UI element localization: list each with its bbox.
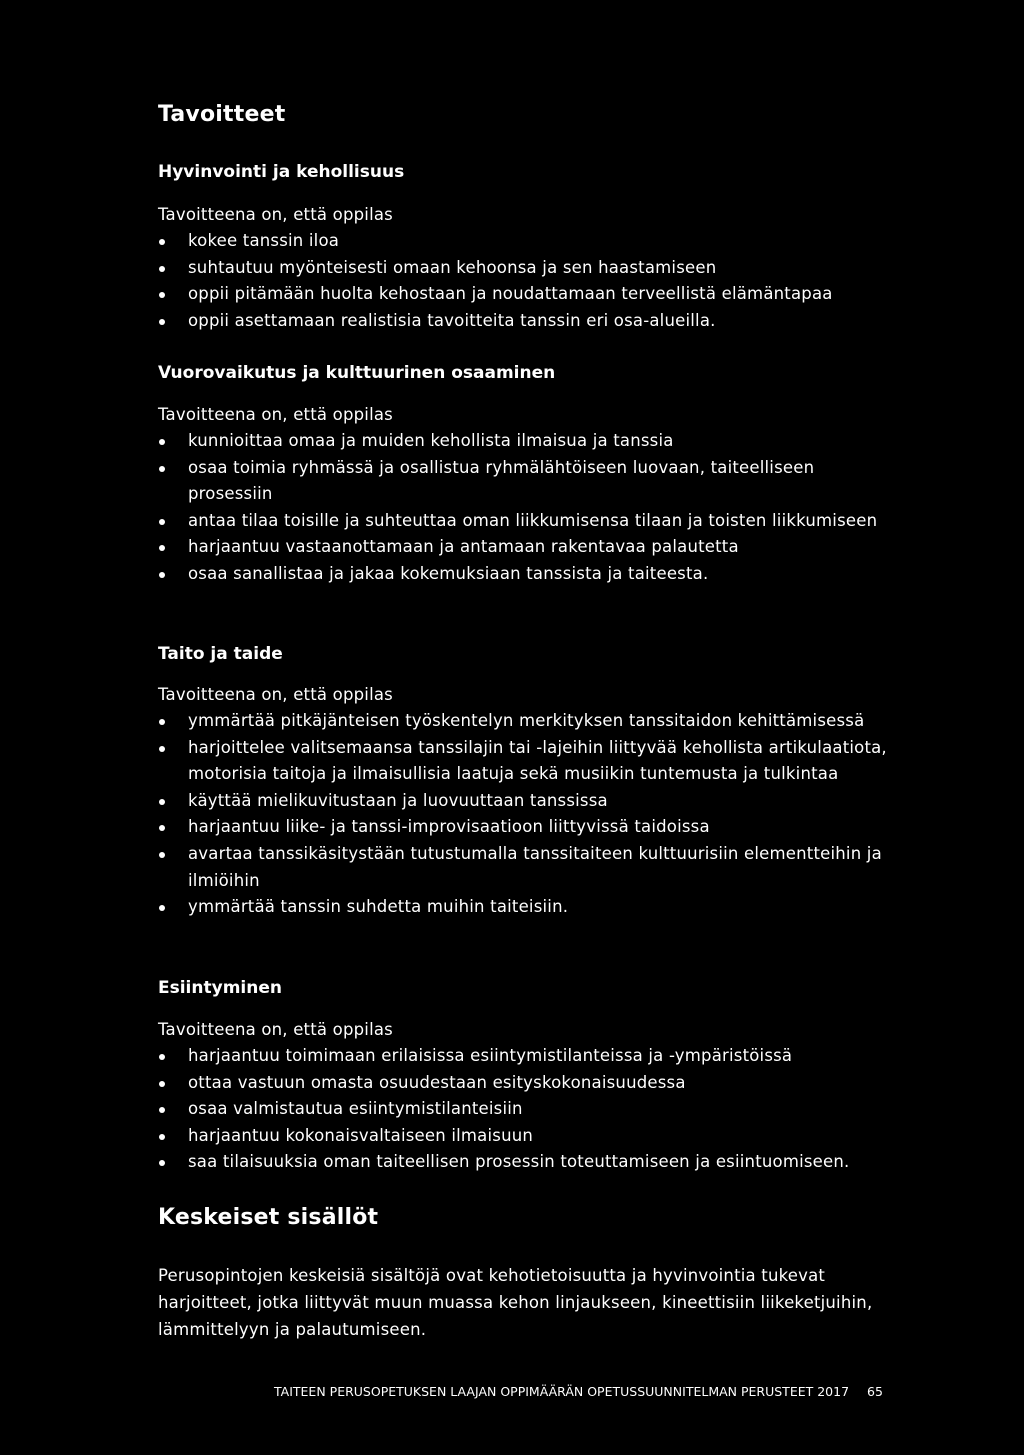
footer-title: TAITEEN PERUSOPETUKSEN LAAJAN OPPIMÄÄRÄN OPETUSSUUNNITELMAN PERUSTEET 2017 — [274, 1384, 850, 1399]
list-item: oppii asettamaan realistisia tavoitteita tanssin eri osa-alueilla. — [158, 308, 898, 335]
list-item: ymmärtää tanssin suhdetta muihin taiteisiin. — [158, 894, 898, 921]
list-item: oppii pitämään huolta kehostaan ja noudattamaan terveellistä elämäntapaa — [158, 281, 898, 308]
list-item: osaa sanallistaa ja jakaa kokemuksiaan tanssista ja taiteesta. — [158, 561, 898, 588]
list-item: harjoittelee valitsemaansa tanssilajin tai -lajeihin liittyvää kehollista artikulaatiota, motorisia taitoja ja ilmaisullisia laatuja sekä musiikin tuntemusta ja tulkintaa — [158, 735, 898, 788]
goal-list-esiintyminen — [158, 1043, 898, 1176]
section-heading-hyvinvointi: Hyvinvointi ja kehollisuus — [158, 162, 405, 182]
page-number: 65 — [867, 1384, 883, 1399]
section-intro: Tavoitteena on, että oppilas — [158, 205, 393, 224]
list-item: käyttää mielikuvitustaan ja luovuuttaan tanssissa — [158, 788, 898, 815]
goal-list-vuorovaikutus — [158, 428, 898, 588]
list-item: saa tilaisuuksia oman taiteellisen prosessin toteuttamiseen ja esiintuomiseen. — [158, 1149, 898, 1176]
section-intro: Tavoitteena on, että oppilas — [158, 405, 393, 424]
list-item: osaa valmistautua esiintymistilanteisiin — [158, 1096, 898, 1123]
contents-heading: Keskeiset sisällöt — [158, 1205, 379, 1230]
list-item: harjaantuu toimimaan erilaisissa esiintymistilanteissa ja -ympäristöissä — [158, 1043, 898, 1070]
section-heading-vuorovaikutus: Vuorovaikutus ja kulttuurinen osaaminen — [158, 363, 556, 383]
section-intro: Tavoitteena on, että oppilas — [158, 1020, 393, 1039]
section-heading-taito-ja-taide: Taito ja taide — [158, 644, 283, 664]
list-item: ottaa vastuun omasta osuudestaan esityskokonaisuudessa — [158, 1070, 898, 1097]
list-item: kokee tanssin iloa — [158, 228, 898, 255]
list-item: harjaantuu vastaanottamaan ja antamaan rakentavaa palautetta — [158, 534, 898, 561]
contents-paragraph: Perusopintojen keskeisiä sisältöjä ovat kehotietoisuutta ja hyvinvointia tukevat harjoitteet, jotka liittyvät muun muassa kehon linjaukseen, kineettisiin liikeketjuihin, lämmittelyyn ja palautumiseen. — [158, 1266, 873, 1339]
list-item: suhtautuu myönteisesti omaan kehoonsa ja sen haastamiseen — [158, 255, 898, 282]
section-heading-esiintyminen: Esiintyminen — [158, 978, 282, 998]
goal-list-taito-ja-taide — [158, 708, 898, 921]
list-item: osaa toimia ryhmässä ja osallistua ryhmälähtöiseen luovaan, taiteelliseen prosessiin — [158, 455, 898, 508]
list-item: ymmärtää pitkäjänteisen työskentelyn merkityksen tanssitaidon kehittämisessä — [158, 708, 898, 735]
list-item: antaa tilaa toisille ja suhteuttaa oman liikkumisensa tilaan ja toisten liikkumiseen — [158, 508, 898, 535]
page-footer — [274, 1384, 883, 1399]
section-intro: Tavoitteena on, että oppilas — [158, 685, 393, 704]
list-item: kunnioittaa omaa ja muiden kehollista ilmaisua ja tanssia — [158, 428, 898, 455]
list-item: harjaantuu kokonaisvaltaiseen ilmaisuun — [158, 1123, 898, 1150]
list-item: avartaa tanssikäsitystään tutustumalla tanssitaiteen kulttuurisiin elementteihin ja ilmiöihin — [158, 841, 898, 894]
page-title: Tavoitteet — [158, 102, 286, 127]
goal-list-hyvinvointi — [158, 228, 898, 334]
list-item: harjaantuu liike- ja tanssi-improvisaatioon liittyvissä taidoissa — [158, 814, 898, 841]
